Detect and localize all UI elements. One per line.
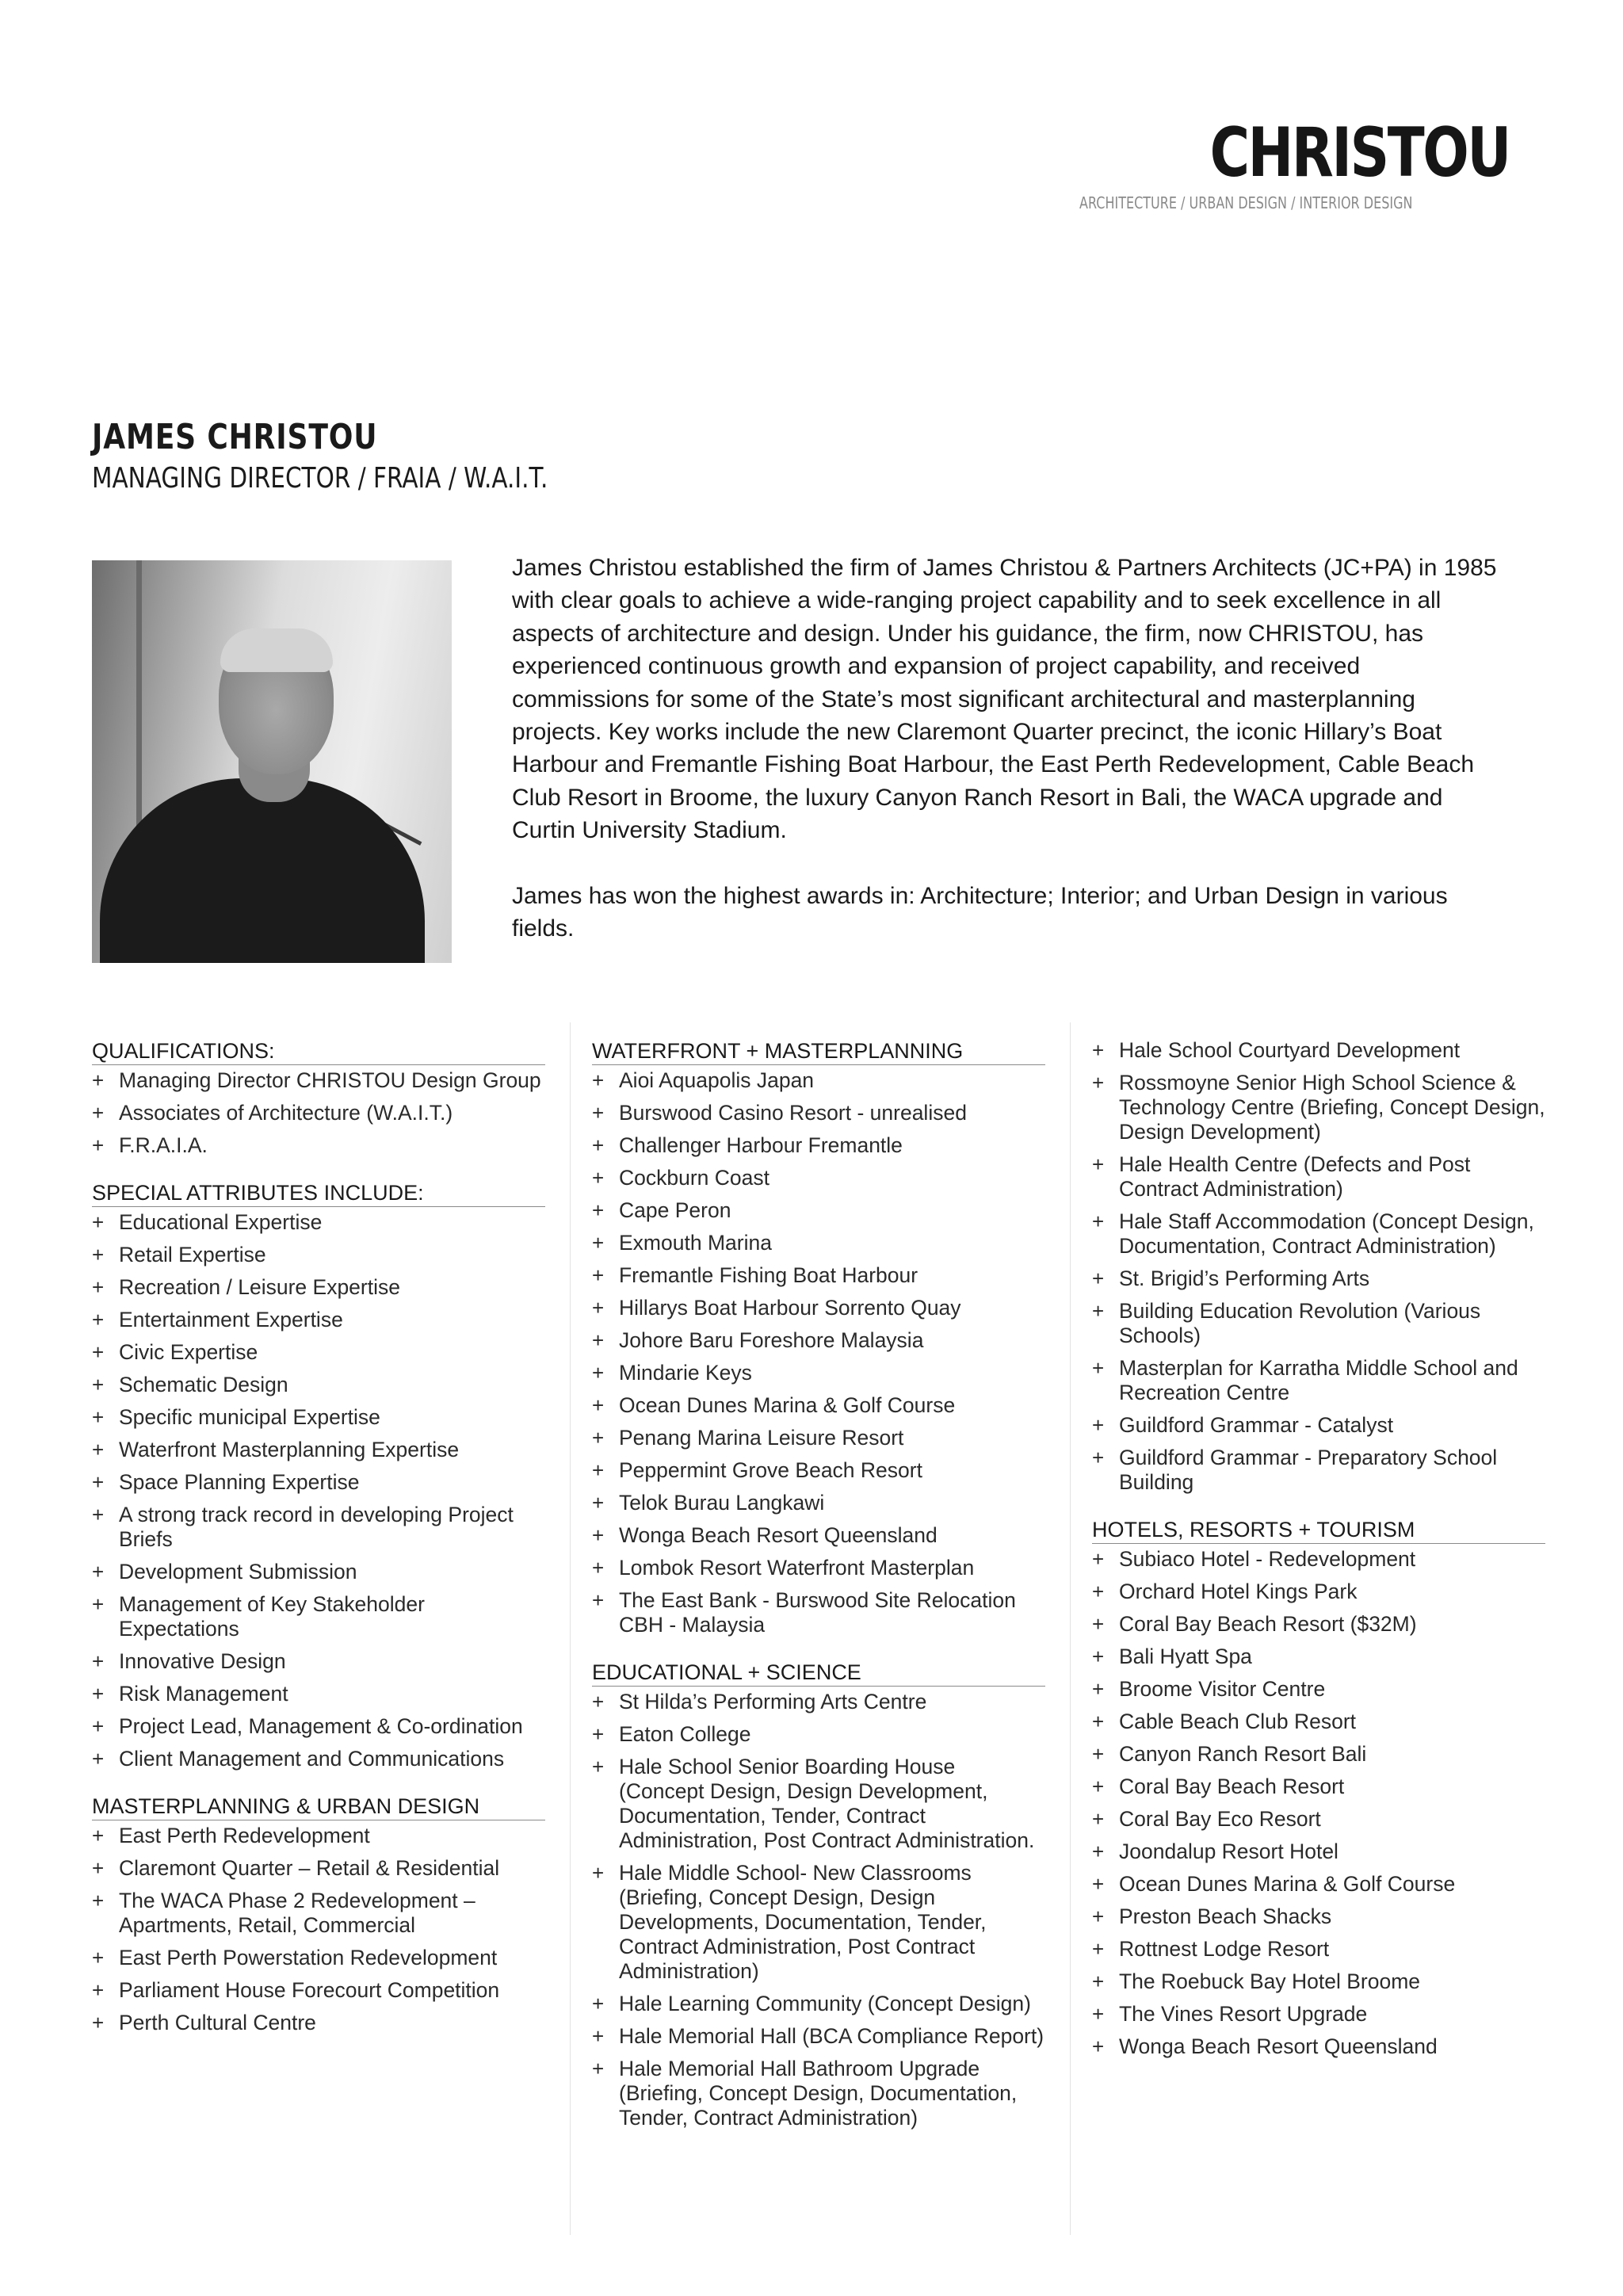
plus-icon: + bbox=[592, 1491, 605, 1515]
section-masterplanning-urban-design bbox=[92, 1794, 545, 2035]
plus-icon: + bbox=[92, 2011, 105, 2034]
list-item bbox=[592, 1458, 1045, 1483]
section-waterfront-masterplanning bbox=[592, 1038, 1045, 1637]
list-item-text: Cockburn Coast bbox=[619, 1166, 770, 1190]
list-item-text: A strong track record in developing Project Briefs bbox=[119, 1503, 514, 1551]
list-item bbox=[592, 1198, 1045, 1223]
list-item bbox=[1092, 1266, 1545, 1291]
list-item-text: Perth Cultural Centre bbox=[119, 2011, 316, 2034]
list-item bbox=[92, 1068, 545, 1093]
list-item bbox=[92, 1275, 545, 1300]
list-item bbox=[592, 1556, 1045, 1580]
list-item bbox=[1092, 1839, 1545, 1864]
list-item-text: East Perth Powerstation Redevelopment bbox=[119, 1946, 498, 1969]
list-item-text: Development Submission bbox=[119, 1560, 357, 1584]
list-item bbox=[592, 1296, 1045, 1320]
bio-paragraph: James Christou established the firm of James Christou & Partners Architects (JC+PA) in 1985 with clear goals to achieve a wide-ranging project capability and to seek excellence in all aspects of architecture and design. Under his guidance, the firm, now CHRISTOU, has experienced continuous growth and expansion of project capability, and received commissions for some of the State’s most significant architectural and masterplanning projects. Key works include the new Claremont Quarter precinct, the iconic Hillary’s Boat Harbour and Fremantle Fishing Boat Harbour, the East Perth Redevelopment, Cable Beach Club Resort in Broome, the luxury Canyon Ranch Resort in Bali, the WACA upgrade and Curtin University Stadium. bbox=[512, 555, 1497, 844]
list-item bbox=[92, 1682, 545, 1706]
list-item bbox=[92, 1747, 545, 1771]
list-item-text: Broome Visitor Centre bbox=[1119, 1677, 1326, 1701]
list-item-text: Hillarys Boat Harbour Sorrento Quay bbox=[619, 1296, 961, 1320]
list-item bbox=[592, 1166, 1045, 1190]
list-item-text: Lombok Resort Waterfront Masterplan bbox=[619, 1556, 975, 1580]
list-item-text: Claremont Quarter – Retail & Residential bbox=[119, 1856, 500, 1880]
list-item bbox=[1092, 1612, 1545, 1637]
list-item bbox=[592, 1393, 1045, 1418]
list-item-text: Educational Expertise bbox=[119, 1210, 323, 1234]
plus-icon: + bbox=[592, 1556, 605, 1580]
list-item bbox=[92, 1592, 545, 1641]
list-item-text: Specific municipal Expertise bbox=[119, 1405, 380, 1429]
list-item-text: Innovative Design bbox=[119, 1649, 286, 1673]
section-qualifications bbox=[92, 1038, 545, 1158]
list-item bbox=[592, 1690, 1045, 1714]
plus-icon: + bbox=[92, 1068, 105, 1092]
list-item-text: Ocean Dunes Marina & Golf Course bbox=[619, 1393, 956, 1417]
plus-icon: + bbox=[92, 1405, 105, 1429]
plus-icon: + bbox=[1092, 1356, 1105, 1380]
list-item bbox=[92, 1824, 545, 1848]
list-item bbox=[92, 1210, 545, 1235]
list-item-text: Waterfront Masterplanning Expertise bbox=[119, 1438, 460, 1461]
list-item bbox=[92, 1438, 545, 1462]
list-item-text: Entertainment Expertise bbox=[119, 1308, 343, 1331]
plus-icon: + bbox=[92, 1649, 105, 1673]
plus-icon: + bbox=[92, 1889, 105, 1912]
plus-icon: + bbox=[1092, 1152, 1105, 1176]
plus-icon: + bbox=[92, 1682, 105, 1706]
plus-icon: + bbox=[592, 1328, 605, 1352]
list-item-text: Preston Beach Shacks bbox=[1119, 1904, 1332, 1928]
list-item bbox=[1092, 1775, 1545, 1799]
list-item bbox=[92, 1649, 545, 1674]
list-item bbox=[92, 1101, 545, 1125]
list-item-text: Associates of Architecture (W.A.I.T.) bbox=[119, 1101, 453, 1125]
bio-paragraph: James has won the highest awards in: Architecture; Interior; and Urban Design in various fields. bbox=[512, 882, 1448, 942]
plus-icon: + bbox=[92, 1210, 105, 1234]
list-item-text: Hale Health Centre (Defects and Post Contract Administration) bbox=[1119, 1152, 1471, 1201]
plus-icon: + bbox=[1092, 1742, 1105, 1766]
plus-icon: + bbox=[1092, 1710, 1105, 1733]
item-list bbox=[1092, 1547, 1545, 2059]
list-item bbox=[92, 1503, 545, 1552]
list-item-text: Managing Director CHRISTOU Design Group bbox=[119, 1068, 541, 1092]
plus-icon: + bbox=[92, 1340, 105, 1364]
list-item bbox=[1092, 1937, 1545, 1962]
list-item-text: Eaton College bbox=[619, 1722, 751, 1746]
brand-logo: CHRISTOU bbox=[1209, 113, 1510, 193]
list-item bbox=[1092, 1547, 1545, 1572]
plus-icon: + bbox=[1092, 1969, 1105, 1993]
list-item bbox=[1092, 1580, 1545, 1604]
list-item bbox=[1092, 1807, 1545, 1832]
item-list bbox=[592, 1690, 1045, 2130]
list-item bbox=[92, 1308, 545, 1332]
list-item-text: Masterplan for Karratha Middle School and Recreation Centre bbox=[1119, 1356, 1518, 1404]
list-item-text: The Roebuck Bay Hotel Broome bbox=[1119, 1969, 1421, 1993]
plus-icon: + bbox=[92, 1592, 105, 1616]
brand-tagline: ARCHITECTURE / URBAN DESIGN / INTERIOR DESIGN bbox=[1079, 193, 1413, 212]
list-item-text: Schematic Design bbox=[119, 1373, 288, 1396]
list-item bbox=[92, 1470, 545, 1495]
list-item-text: Canyon Ranch Resort Bali bbox=[1119, 1742, 1367, 1766]
list-item-text: Hale Staff Accommodation (Concept Design, Documentation, Contract Administration) bbox=[1119, 1209, 1534, 1258]
plus-icon: + bbox=[592, 1588, 605, 1612]
list-item-text: F.R.A.I.A. bbox=[119, 1133, 208, 1157]
list-item-text: East Perth Redevelopment bbox=[119, 1824, 370, 1847]
plus-icon: + bbox=[592, 1722, 605, 1746]
plus-icon: + bbox=[1092, 2034, 1105, 2058]
plus-icon: + bbox=[592, 1166, 605, 1190]
plus-icon: + bbox=[92, 1824, 105, 1847]
list-item bbox=[1092, 1209, 1545, 1259]
list-item bbox=[592, 1361, 1045, 1385]
list-item bbox=[1092, 2002, 1545, 2027]
list-item-text: Civic Expertise bbox=[119, 1340, 258, 1364]
list-item bbox=[92, 1889, 545, 1938]
plus-icon: + bbox=[1092, 1038, 1105, 1062]
plus-icon: + bbox=[1092, 1645, 1105, 1668]
plus-icon: + bbox=[1092, 1775, 1105, 1798]
list-item-text: Burswood Casino Resort - unrealised bbox=[619, 1101, 967, 1125]
list-item bbox=[592, 2024, 1045, 2049]
list-item-text: Wonga Beach Resort Queensland bbox=[619, 1523, 938, 1547]
list-item bbox=[92, 1405, 545, 1430]
plus-icon: + bbox=[592, 1393, 605, 1417]
plus-icon: + bbox=[1092, 1839, 1105, 1863]
list-item-text: Recreation / Leisure Expertise bbox=[119, 1275, 400, 1299]
plus-icon: + bbox=[592, 1755, 605, 1778]
column-divider bbox=[570, 1022, 571, 2235]
list-item bbox=[592, 1992, 1045, 2016]
list-item-text: Johore Baru Foreshore Malaysia bbox=[619, 1328, 924, 1352]
list-item-text: Coral Bay Beach Resort bbox=[1119, 1775, 1345, 1798]
list-item bbox=[92, 1946, 545, 1970]
section-title: QUALIFICATIONS: bbox=[92, 1038, 545, 1065]
list-item-text: Orchard Hotel Kings Park bbox=[1119, 1580, 1358, 1603]
item-list bbox=[92, 1210, 545, 1771]
section-title: MASTERPLANNING & URBAN DESIGN bbox=[92, 1794, 545, 1820]
list-item-text: Mindarie Keys bbox=[619, 1361, 752, 1385]
list-item-text: Rottnest Lodge Resort bbox=[1119, 1937, 1330, 1961]
list-item-text: St. Brigid’s Performing Arts bbox=[1119, 1266, 1370, 1290]
list-item bbox=[1092, 1299, 1545, 1348]
list-item bbox=[592, 1755, 1045, 1853]
plus-icon: + bbox=[1092, 1580, 1105, 1603]
list-item-text: Hale Learning Community (Concept Design) bbox=[619, 1992, 1031, 2015]
plus-icon: + bbox=[592, 1101, 605, 1125]
list-item bbox=[592, 1101, 1045, 1125]
plus-icon: + bbox=[1092, 1612, 1105, 1636]
list-item bbox=[92, 1856, 545, 1881]
list-item bbox=[1092, 1038, 1545, 1063]
plus-icon: + bbox=[592, 1263, 605, 1287]
list-item bbox=[592, 1231, 1045, 1255]
plus-icon: + bbox=[592, 1523, 605, 1547]
plus-icon: + bbox=[592, 1992, 605, 2015]
section-educational-science bbox=[592, 1660, 1045, 2130]
column-3 bbox=[1092, 1038, 1545, 2081]
list-item bbox=[92, 2011, 545, 2035]
list-item-text: Exmouth Marina bbox=[619, 1231, 772, 1255]
list-item bbox=[1092, 1645, 1545, 1669]
plus-icon: + bbox=[592, 1296, 605, 1320]
person-role: MANAGING DIRECTOR / FRAIA / W.A.I.T. bbox=[92, 462, 548, 495]
plus-icon: + bbox=[92, 1470, 105, 1494]
list-item bbox=[92, 1340, 545, 1365]
list-item-text: Hale Middle School- New Classrooms (Briefing, Concept Design, Design Developments, Documentation, Tender, Contract Administration, Post Contract Administration) bbox=[619, 1861, 987, 1983]
plus-icon: + bbox=[592, 1361, 605, 1385]
list-item-text: Aioi Aquapolis Japan bbox=[619, 1068, 815, 1092]
list-item bbox=[92, 1133, 545, 1158]
column-2 bbox=[592, 1038, 1045, 2153]
list-item-text: Peppermint Grove Beach Resort bbox=[619, 1458, 922, 1482]
list-item-text: Hale School Senior Boarding House (Concept Design, Design Development, Documentation, Tender, Contract Administration, Post Contract Administration. bbox=[619, 1755, 1035, 1852]
list-item bbox=[1092, 1413, 1545, 1438]
plus-icon: + bbox=[1092, 1209, 1105, 1233]
plus-icon: + bbox=[92, 1101, 105, 1125]
list-item bbox=[592, 1722, 1045, 1747]
list-item bbox=[1092, 1446, 1545, 1495]
plus-icon: + bbox=[1092, 1413, 1105, 1437]
list-item bbox=[592, 1263, 1045, 1288]
person-name: JAMES CHRISTOU bbox=[92, 417, 378, 457]
item-list bbox=[92, 1824, 545, 2035]
plus-icon: + bbox=[92, 1978, 105, 2002]
list-item-text: Rossmoyne Senior High School Science & Technology Centre (Briefing, Concept Design, Design Development) bbox=[1119, 1071, 1545, 1144]
list-item bbox=[592, 1491, 1045, 1515]
plus-icon: + bbox=[92, 1747, 105, 1771]
plus-icon: + bbox=[92, 1133, 105, 1157]
list-item-text: Ocean Dunes Marina & Golf Course bbox=[1119, 1872, 1456, 1896]
list-item bbox=[1092, 1677, 1545, 1702]
list-item-text: Joondalup Resort Hotel bbox=[1119, 1839, 1338, 1863]
list-item-text: Parliament House Forecourt Competition bbox=[119, 1978, 500, 2002]
list-item bbox=[92, 1978, 545, 2003]
section-hotels-resorts-tourism bbox=[1092, 1517, 1545, 2059]
plus-icon: + bbox=[92, 1560, 105, 1584]
list-item-text: Challenger Harbour Fremantle bbox=[619, 1133, 903, 1157]
plus-icon: + bbox=[92, 1714, 105, 1738]
list-item bbox=[1092, 1071, 1545, 1144]
plus-icon: + bbox=[92, 1243, 105, 1266]
list-item-text: Wonga Beach Resort Queensland bbox=[1119, 2034, 1438, 2058]
list-item-text: Bali Hyatt Spa bbox=[1119, 1645, 1252, 1668]
list-item bbox=[592, 2057, 1045, 2130]
plus-icon: + bbox=[1092, 2002, 1105, 2026]
list-item-text: Telok Burau Langkawi bbox=[619, 1491, 825, 1515]
list-item-text: Hale Memorial Hall (BCA Compliance Report) bbox=[619, 2024, 1044, 2048]
plus-icon: + bbox=[92, 1503, 105, 1526]
plus-icon: + bbox=[592, 1690, 605, 1713]
list-item-text: Hale School Courtyard Development bbox=[1119, 1038, 1461, 1062]
biography bbox=[512, 552, 1503, 977]
list-item bbox=[592, 1426, 1045, 1450]
plus-icon: + bbox=[592, 1133, 605, 1157]
list-item-text: Cape Peron bbox=[619, 1198, 731, 1222]
plus-icon: + bbox=[592, 1068, 605, 1092]
list-item-text: Guildford Grammar - Preparatory School Building bbox=[1119, 1446, 1498, 1494]
list-item bbox=[1092, 1152, 1545, 1201]
section-title: WATERFRONT + MASTERPLANNING bbox=[592, 1038, 1045, 1065]
plus-icon: + bbox=[592, 1861, 605, 1885]
list-item bbox=[1092, 1356, 1545, 1405]
list-item bbox=[92, 1560, 545, 1584]
plus-icon: + bbox=[1092, 1677, 1105, 1701]
list-item-text: Cable Beach Club Resort bbox=[1119, 1710, 1357, 1733]
plus-icon: + bbox=[1092, 1446, 1105, 1469]
section-title: SPECIAL ATTRIBUTES INCLUDE: bbox=[92, 1180, 545, 1207]
plus-icon: + bbox=[592, 1426, 605, 1450]
list-item bbox=[592, 1328, 1045, 1353]
plus-icon: + bbox=[92, 1946, 105, 1969]
section-special-attributes-include bbox=[92, 1180, 545, 1771]
list-item-text: Hale Memorial Hall Bathroom Upgrade (Briefing, Concept Design, Documentation, Tender, Contract Administration) bbox=[619, 2057, 1018, 2130]
list-item-text: Space Planning Expertise bbox=[119, 1470, 360, 1494]
list-item bbox=[592, 1068, 1045, 1093]
section-continued bbox=[1092, 1038, 1545, 1495]
list-item-text: Project Lead, Management & Co-ordination bbox=[119, 1714, 523, 1738]
item-list bbox=[1092, 1038, 1545, 1495]
column-1 bbox=[92, 1038, 545, 2057]
portrait-photo bbox=[92, 560, 452, 963]
list-item-text: Fremantle Fishing Boat Harbour bbox=[619, 1263, 918, 1287]
plus-icon: + bbox=[1092, 1299, 1105, 1323]
list-item bbox=[1092, 1742, 1545, 1767]
list-item bbox=[92, 1243, 545, 1267]
list-item bbox=[592, 1133, 1045, 1158]
list-item bbox=[1092, 1710, 1545, 1734]
plus-icon: + bbox=[1092, 1807, 1105, 1831]
list-item-text: Management of Key Stakeholder Expectations bbox=[119, 1592, 425, 1641]
plus-icon: + bbox=[592, 1198, 605, 1222]
list-item bbox=[592, 1523, 1045, 1548]
item-list bbox=[592, 1068, 1045, 1637]
list-item-text: The Vines Resort Upgrade bbox=[1119, 2002, 1368, 2026]
plus-icon: + bbox=[592, 2057, 605, 2080]
plus-icon: + bbox=[592, 2024, 605, 2048]
plus-icon: + bbox=[1092, 1266, 1105, 1290]
list-item bbox=[1092, 1969, 1545, 1994]
plus-icon: + bbox=[92, 1373, 105, 1396]
item-list bbox=[92, 1068, 545, 1158]
plus-icon: + bbox=[1092, 1904, 1105, 1928]
plus-icon: + bbox=[592, 1231, 605, 1255]
list-item bbox=[92, 1373, 545, 1397]
list-item bbox=[1092, 2034, 1545, 2059]
list-item bbox=[1092, 1904, 1545, 1929]
list-item-text: St Hilda’s Performing Arts Centre bbox=[619, 1690, 927, 1713]
section-title: EDUCATIONAL + SCIENCE bbox=[592, 1660, 1045, 1687]
list-item-text: Coral Bay Beach Resort ($32M) bbox=[1119, 1612, 1417, 1636]
plus-icon: + bbox=[1092, 1937, 1105, 1961]
plus-icon: + bbox=[92, 1856, 105, 1880]
list-item-text: Client Management and Communications bbox=[119, 1747, 505, 1771]
list-item-text: Coral Bay Eco Resort bbox=[1119, 1807, 1321, 1831]
column-divider bbox=[1070, 1022, 1071, 2235]
list-item-text: Subiaco Hotel - Redevelopment bbox=[1119, 1547, 1416, 1571]
list-item-text: The WACA Phase 2 Redevelopment – Apartments, Retail, Commercial bbox=[119, 1889, 475, 1937]
list-item-text: The East Bank - Burswood Site Relocation CBH - Malaysia bbox=[619, 1588, 1016, 1637]
plus-icon: + bbox=[92, 1308, 105, 1331]
plus-icon: + bbox=[1092, 1071, 1105, 1095]
plus-icon: + bbox=[1092, 1547, 1105, 1571]
plus-icon: + bbox=[92, 1275, 105, 1299]
list-item bbox=[1092, 1872, 1545, 1897]
section-title: HOTELS, RESORTS + TOURISM bbox=[1092, 1517, 1545, 1544]
plus-icon: + bbox=[92, 1438, 105, 1461]
list-item-text: Penang Marina Leisure Resort bbox=[619, 1426, 904, 1450]
plus-icon: + bbox=[1092, 1872, 1105, 1896]
plus-icon: + bbox=[592, 1458, 605, 1482]
list-item-text: Guildford Grammar - Catalyst bbox=[1119, 1413, 1394, 1437]
list-item bbox=[592, 1861, 1045, 1984]
list-item-text: Retail Expertise bbox=[119, 1243, 266, 1266]
list-item-text: Risk Management bbox=[119, 1682, 288, 1706]
list-item bbox=[92, 1714, 545, 1739]
list-item bbox=[592, 1588, 1045, 1637]
list-item-text: Building Education Revolution (Various Schools) bbox=[1119, 1299, 1481, 1347]
